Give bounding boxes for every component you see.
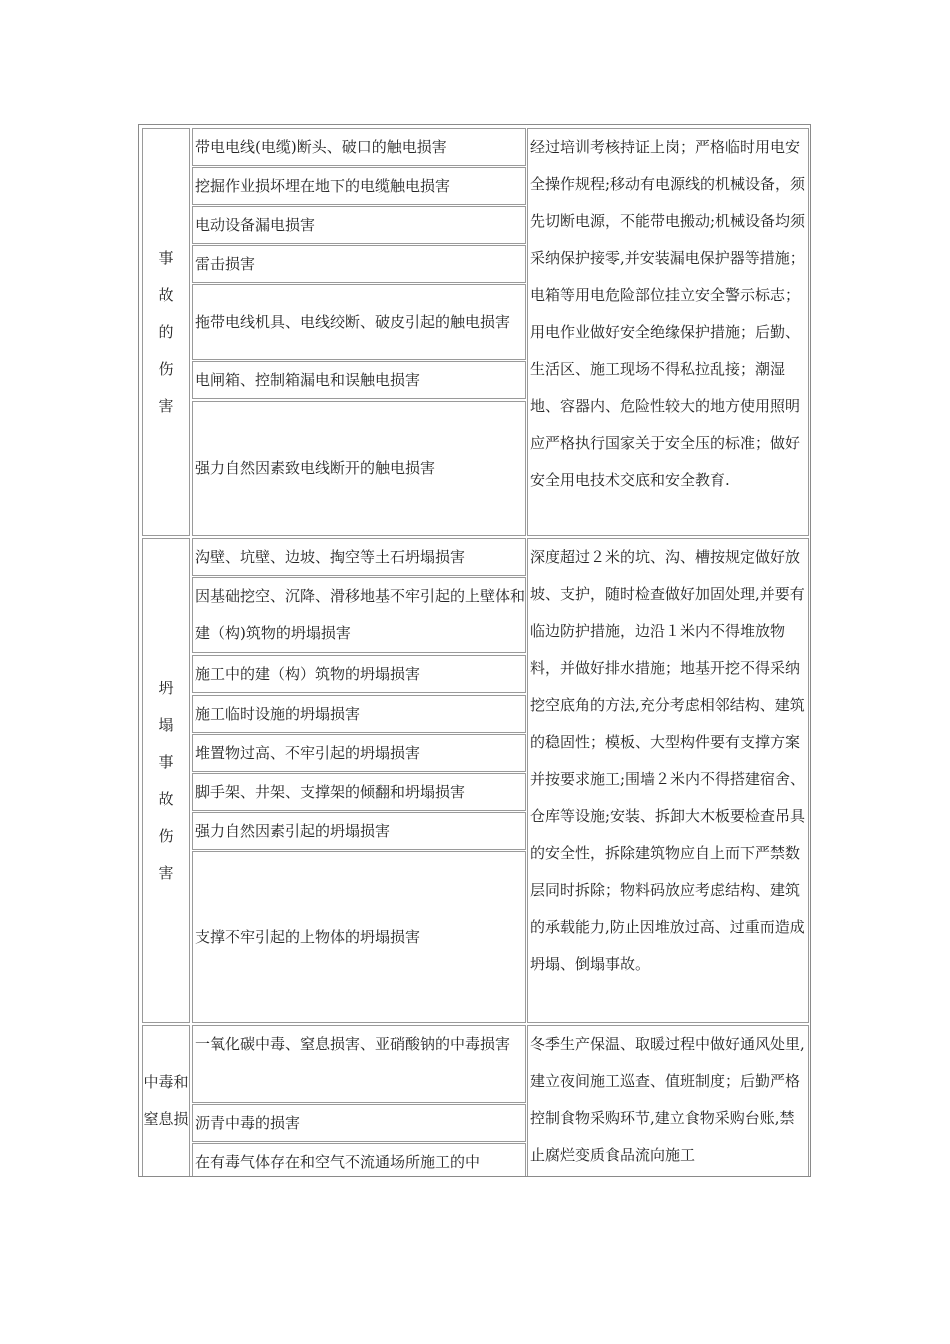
hazard-text: 施工临时设施的坍塌损害 bbox=[195, 704, 361, 723]
hazard-text: 堆置物过高、不牢引起的坍塌损害 bbox=[195, 743, 421, 762]
hazard-cell bbox=[192, 734, 526, 772]
category-label: 坍塌事故伤害 bbox=[158, 678, 174, 882]
hazard-cell bbox=[192, 1025, 526, 1103]
category-label: 中毒和窒息损 bbox=[143, 1073, 189, 1128]
category-cell bbox=[142, 1025, 190, 1177]
hazard-cell bbox=[192, 284, 526, 360]
measures-cell bbox=[527, 128, 809, 536]
hazard-cell bbox=[192, 1104, 526, 1142]
hazard-cell bbox=[192, 655, 526, 693]
category-cell bbox=[142, 538, 190, 1023]
hazard-cell bbox=[192, 167, 526, 205]
hazard-cell bbox=[192, 245, 526, 283]
hazard-table bbox=[138, 124, 811, 1177]
hazard-text: 一氧化碳中毒、窒息损害、亚硝酸钠的中毒损害 bbox=[195, 1035, 511, 1053]
hazard-cell bbox=[192, 361, 526, 399]
hazard-cell bbox=[192, 206, 526, 244]
hazard-cell bbox=[192, 401, 526, 536]
hazard-text: 拖带电线机具、电线绞断、破皮引起的触电损害 bbox=[195, 312, 511, 331]
hazard-cell bbox=[192, 695, 526, 733]
category-cell bbox=[142, 128, 190, 536]
hazard-cell bbox=[192, 577, 526, 653]
measures-text: 经过培训考核持证上岗；严格临时用电安全操作规程;移动有电源线的机械设备，须先切断电源，不能带电搬动;机械设备均须采纳保护接零,并安装漏电保护器等措施；电箱等用电危险部位挂立安全警示标志；用电作业做好安全绝缘保护措施；后勤、生活区、施工现场不得私拉乱接；潮湿地、容器内、危险性较大的地方使用照明应严格执行国家关于安全压的标准；做好安全用电技术交底和安全教育. bbox=[530, 138, 806, 489]
hazard-cell bbox=[192, 773, 526, 811]
hazard-cell bbox=[192, 812, 526, 850]
hazard-text: 支撑不牢引起的上物体的坍塌损害 bbox=[195, 927, 421, 946]
hazard-cell bbox=[192, 1143, 526, 1177]
hazard-text: 强力自然因素致电线断开的触电损害 bbox=[195, 459, 436, 477]
hazard-text: 脚手架、井架、支撑架的倾翻和坍塌损害 bbox=[195, 782, 466, 801]
measures-text: 深度超过２米的坑、沟、槽按规定做好放坡、支护，随时检查做好加固处理,并要有临边防护措施，边沿１米内不得堆放物料，并做好排水措施；地基开挖不得采纳挖空底角的方法,充分考虑相邻结构、建筑的稳固性；模板、大型构件要有支撑方案并按要求施工;围墙２米内不得搭建宿舍、仓库等设施;安装、拆卸大木板要检查吊具的安全性，拆除建筑物应自上而下严禁数层同时拆除；物料码放应考虑结构、建筑的承载能力,防止因堆放过高、过重而造成坍塌、倒塌事故。 bbox=[530, 548, 806, 973]
hazard-text: 电动设备漏电损害 bbox=[195, 215, 316, 234]
hazard-text: 因基础挖空、沉降、滑移地基不牢引起的上壁体和建（构)筑物的坍塌损害 bbox=[195, 587, 526, 642]
hazard-cell bbox=[192, 538, 526, 576]
hazard-text: 施工中的建（构）筑物的坍塌损害 bbox=[195, 664, 421, 683]
hazard-text: 强力自然因素引起的坍塌损害 bbox=[195, 821, 391, 840]
hazard-text: 沥青中毒的损害 bbox=[195, 1113, 301, 1132]
measures-text: 冬季生产保温、取暖过程中做好通风处里,建立夜间施工巡查、值班制度；后勤严格控制食物采购环节,建立食物采购台账,禁止腐烂变质食品流向施工 bbox=[530, 1035, 805, 1164]
hazard-text: 带电电线(电缆)断头、破口的触电损害 bbox=[195, 137, 447, 156]
hazard-text: 挖掘作业损坏埋在地下的电缆触电损害 bbox=[195, 176, 451, 195]
measures-cell bbox=[527, 1025, 809, 1177]
hazard-text: 沟壁、坑壁、边坡、掏空等土石坍塌损害 bbox=[195, 547, 466, 566]
hazard-text: 雷击损害 bbox=[195, 254, 256, 273]
hazard-cell bbox=[192, 851, 526, 1023]
category-label: 事故的伤害 bbox=[158, 248, 174, 415]
measures-cell bbox=[527, 538, 809, 1023]
hazard-text: 电闸箱、控制箱漏电和误触电损害 bbox=[195, 370, 421, 389]
hazard-cell bbox=[192, 128, 526, 166]
hazard-text: 在有毒气体存在和空气不流通场所施工的中 bbox=[195, 1153, 481, 1171]
